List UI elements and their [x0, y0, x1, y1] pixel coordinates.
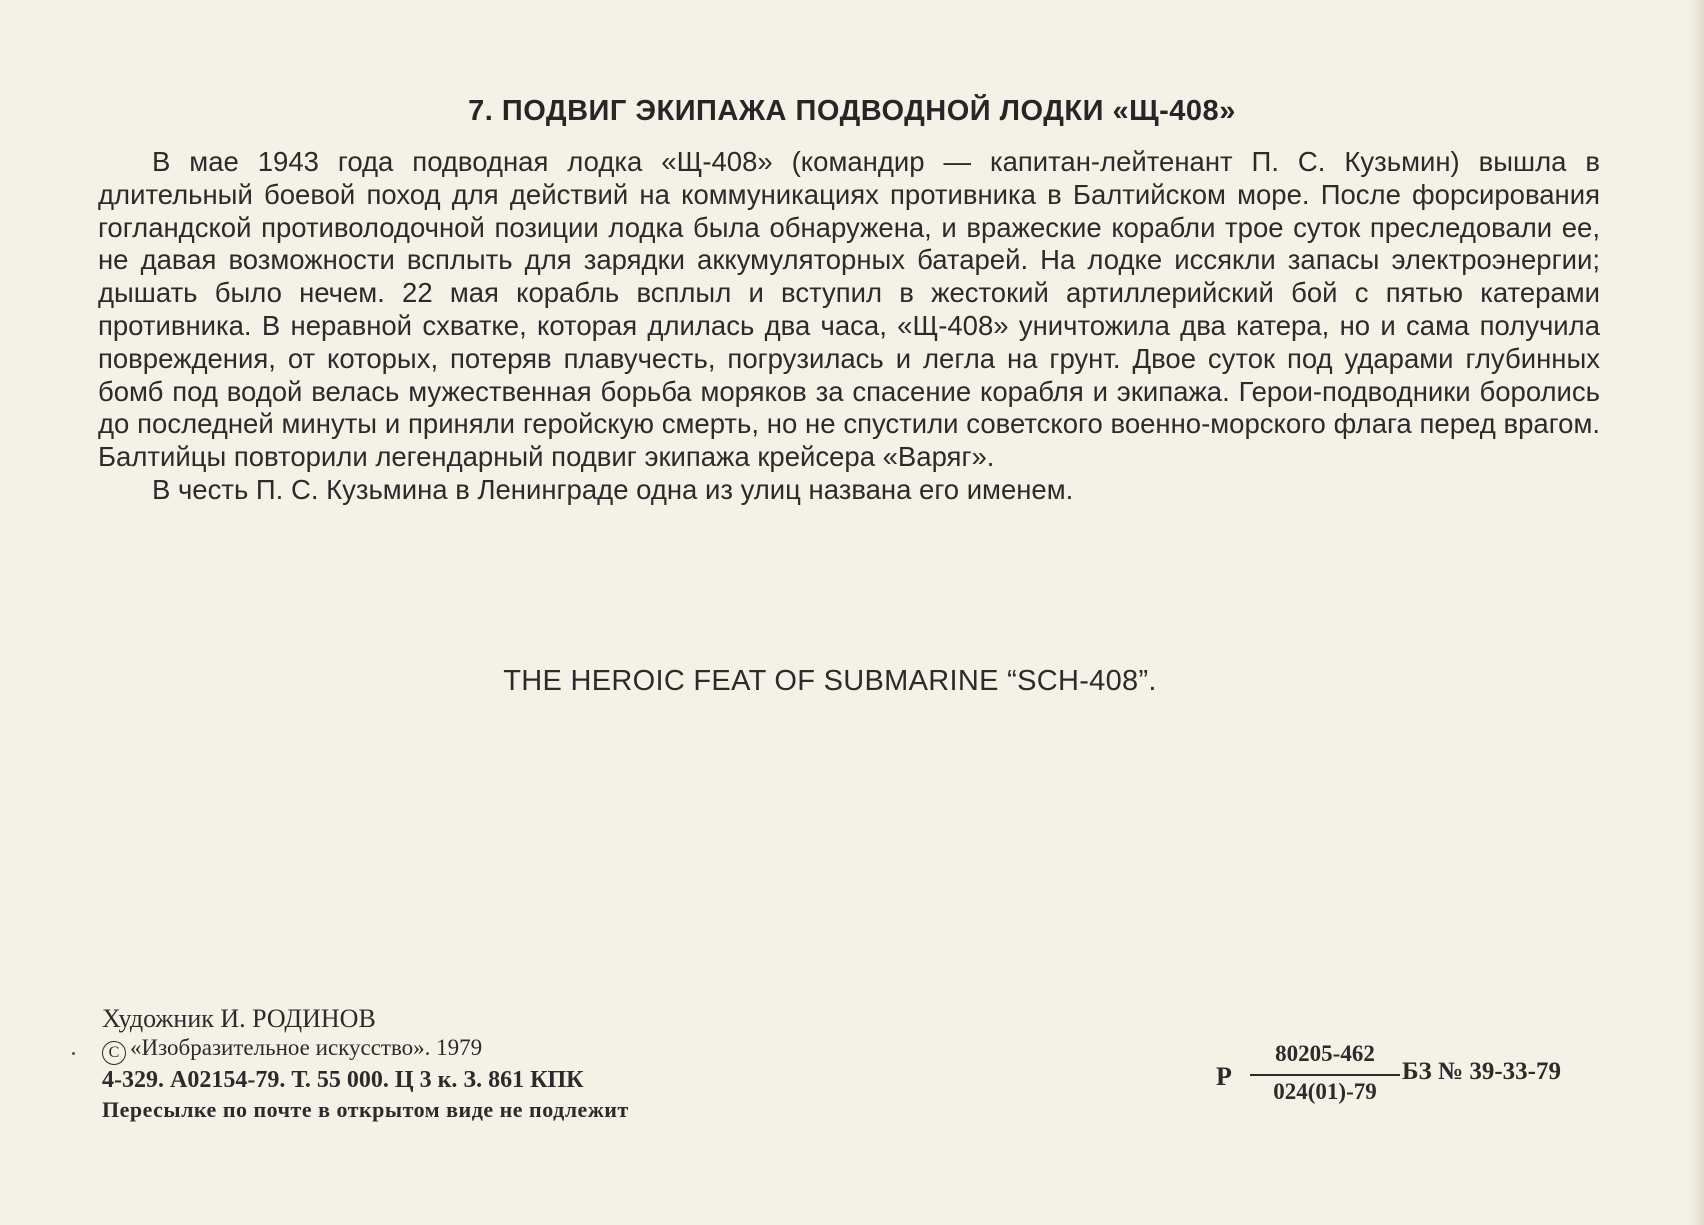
- page-title: 7. ПОДВИГ ЭКИПАЖА ПОДВОДНОЙ ЛОДКИ «Щ-408»: [468, 95, 1236, 127]
- order-number: БЗ № 39-33-79: [1402, 1058, 1561, 1085]
- price-code-letter: Р: [1216, 1062, 1232, 1091]
- fraction-bar: [1250, 1074, 1400, 1076]
- copyright-icon: C: [102, 1041, 126, 1065]
- paragraph-main: В мае 1943 года подводная лодка «Щ-408» (командир — капитан-лейтенант П. С. Кузьмин) вышла в длительный боевой поход для действий на коммуникациях противника в Балтийском море. После форсирования гогландской противолодочной позиции лодка была обнаружена, и вражеские корабли трое суток преследовали ее, не давая возможности всплыть для зарядки аккумуляторных батарей. На лодке иссякли запасы электроэнергии; дышать было нечем. 22 мая корабль всплыл и вступил в жестокий артиллерийский бой с пятью катерами противника. В неравной схватке, которая длилась два часа, «Щ-408» уничтожила два катера, но и сама получила повреждения, от которых, потеряв плавучесть, погрузилась и легла на грунт. Двое суток под ударами глубинных бомб под водой велась мужественная борьба моряков за спасение корабля и экипажа. Герои-подводники боролись до последней минуты и приняли геройскую смерть, но не спустили советского военно-морского флага перед врагом. Балтийцы повторили легендарный подвиг экипажа крейсера «Варяг».: [98, 146, 1600, 473]
- publisher-name: «Изобразительное искусство». 1979: [130, 1035, 483, 1060]
- publisher-line: [102, 1034, 629, 1065]
- paper-edge: [1690, 0, 1704, 1225]
- price-code-numerator: 80205-462: [1275, 1041, 1375, 1066]
- postal-note: Пересылке по почте в открытом виде не подлежит: [102, 1097, 629, 1122]
- body-text: [98, 146, 1600, 507]
- paragraph-memorial: В честь П. С. Кузьмина в Ленинграде одна из улиц названа его именем.: [152, 473, 1074, 505]
- english-title: THE HEROIC FEAT OF SUBMARINE “SCH-408”.: [503, 665, 1157, 697]
- price-code-denominator: 024(01)-79: [1273, 1079, 1377, 1104]
- imprint-block: [102, 1003, 629, 1125]
- ink-speck: [72, 1052, 75, 1055]
- artist-credit: Художник И. РОДИНОВ: [102, 1004, 376, 1033]
- price-code: [1216, 1040, 1606, 1120]
- print-codes: 4-329. А02154-79. Т. 55 000. Ц 3 к. З. 861 КПК: [102, 1067, 584, 1093]
